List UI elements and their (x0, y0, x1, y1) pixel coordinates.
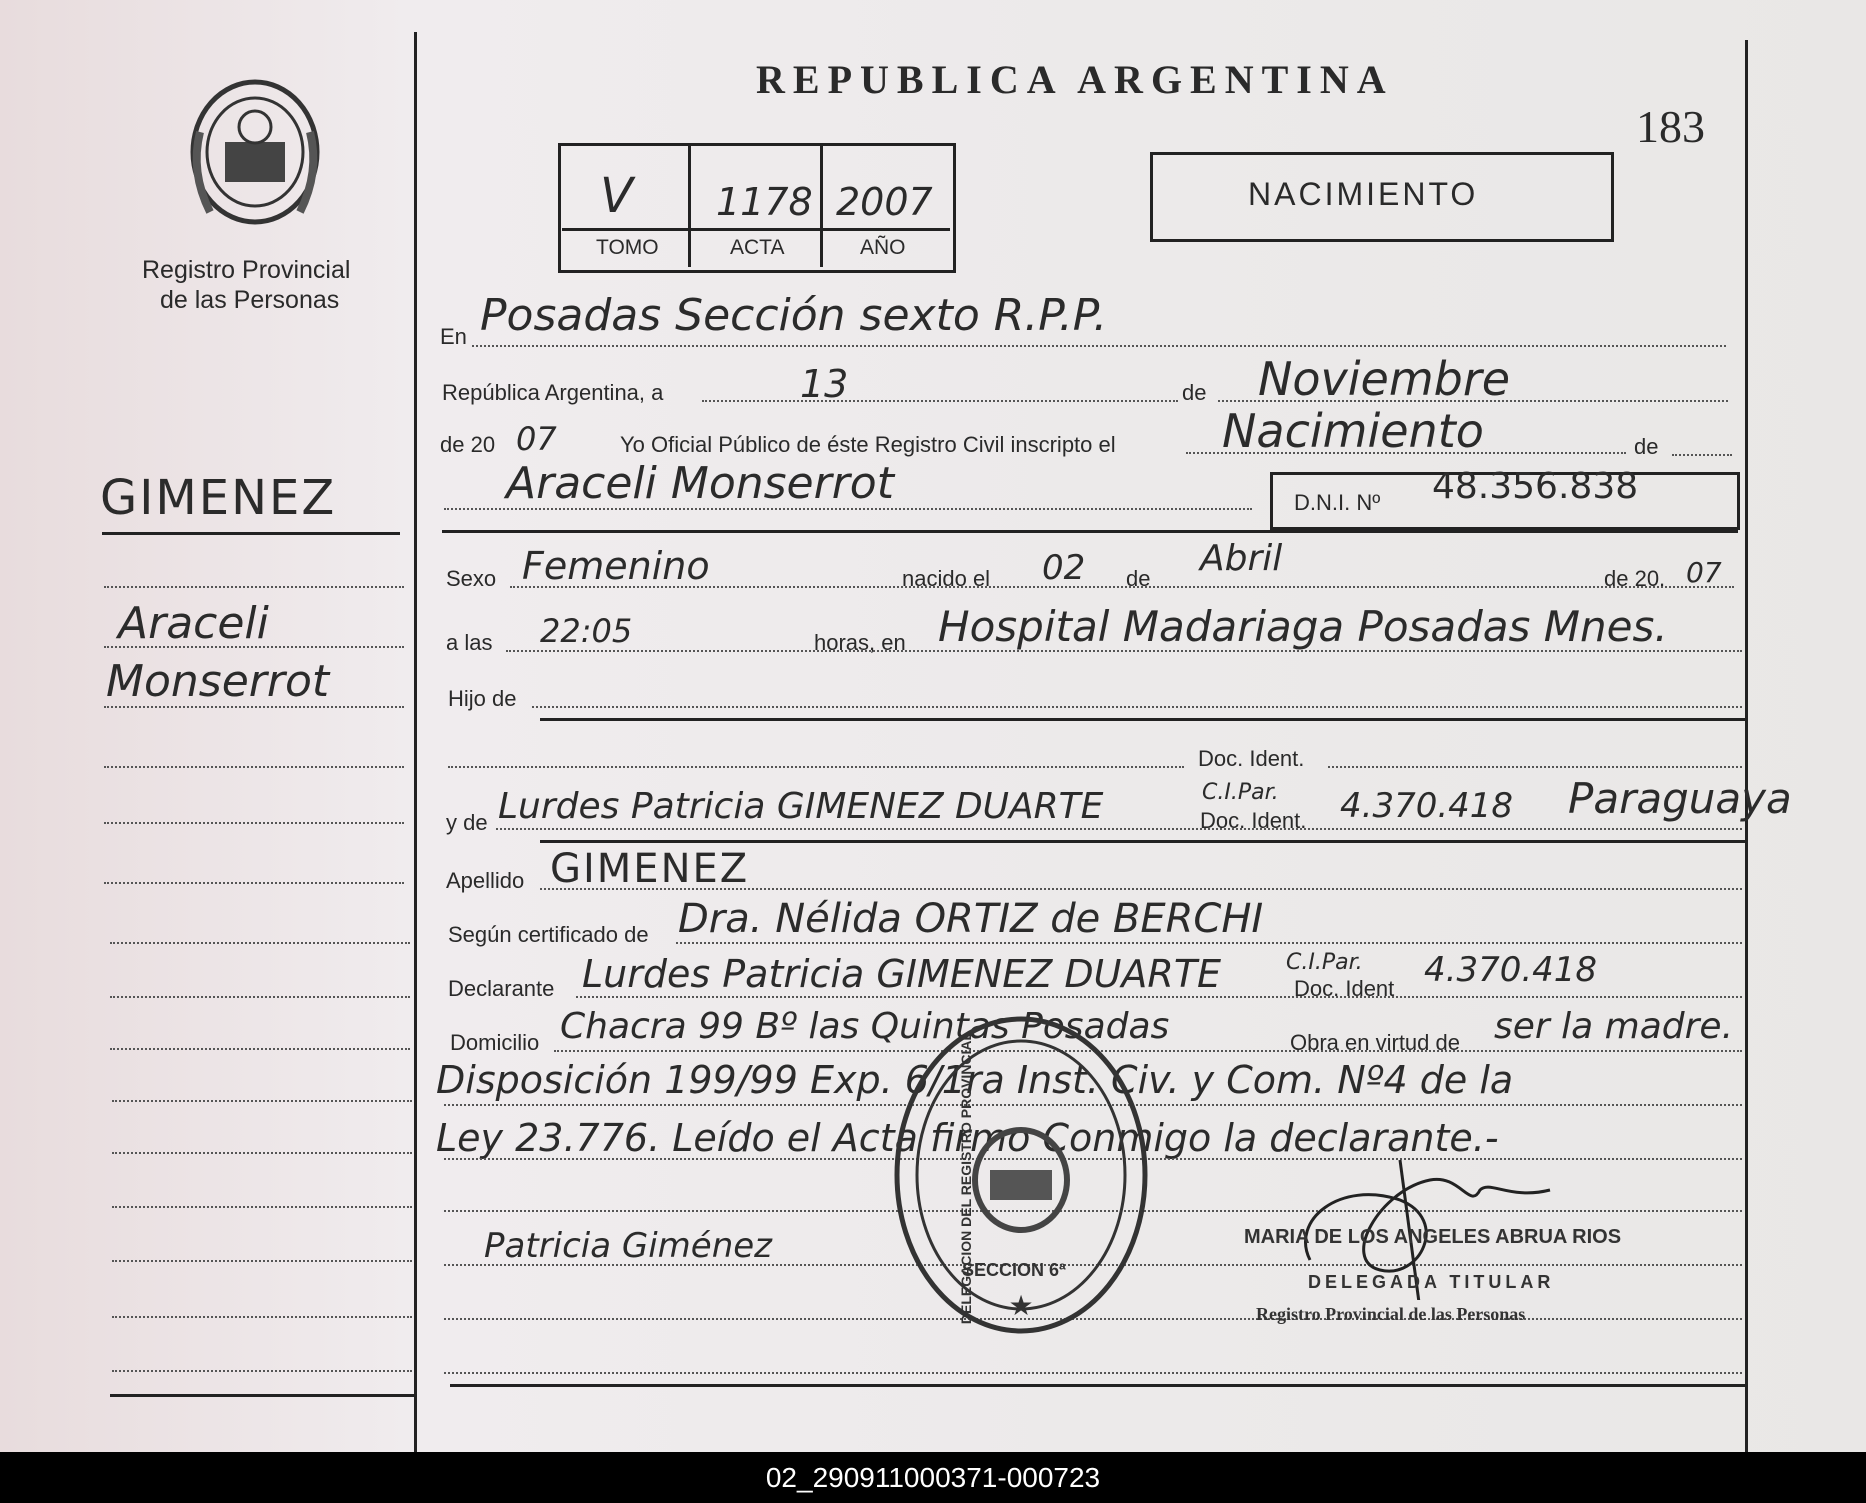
sexo-value: Femenino (522, 544, 710, 588)
registry-name-line1: Registro Provincial (142, 256, 351, 284)
acta-label: ACTA (730, 236, 785, 259)
declarante-signature: Patricia Giménez (484, 1226, 773, 1266)
official-org: Registro Provincial de las Personas (1256, 1304, 1526, 1324)
domicilio-label: Domicilio (450, 1030, 540, 1055)
svg-text:★: ★ (1008, 1289, 1034, 1322)
apellido-value: GIMENEZ (550, 846, 750, 892)
segun-value: Dra. Nélida ORTIZ de BERCHI (678, 896, 1264, 942)
stamp-round-text-2: SECCION 6ª (962, 1260, 1066, 1280)
column-separator (414, 32, 417, 1452)
alas-label: a las (446, 630, 493, 655)
en-label: En (440, 324, 467, 349)
de20-label: de 20 (440, 432, 496, 457)
dni-value: 48.356.838 (1432, 466, 1639, 507)
folio-number: 183 (1636, 101, 1705, 152)
birth-day: 02 (1042, 548, 1086, 588)
image-code-bar (0, 1452, 1866, 1503)
birth-year: 07 (1686, 556, 1722, 589)
segun-label: Según certificado de (448, 922, 649, 947)
year-value: 07 (516, 420, 557, 458)
declarante-doc-type: C.I.Par. (1286, 950, 1363, 975)
margin-surname: GIMENEZ (100, 470, 337, 526)
image-code: 02_290911000371-000723 (765, 1462, 1101, 1493)
place-of-registry: Posadas Sección sexto R.P.P. (480, 290, 1108, 341)
registered-name: Araceli Monserrot (506, 458, 894, 509)
declarante-label: Declarante (448, 976, 555, 1001)
mother-doc-type: C.I.Par. (1202, 780, 1279, 805)
de20-label-2: de 20. (1604, 566, 1666, 591)
mother-doc-value: 4.370.418 (1340, 786, 1514, 826)
mother-name: Lurdes Patricia GIMENEZ DUARTE (498, 786, 1104, 827)
country-title: REPUBLICA ARGENTINA (756, 57, 1394, 102)
margin-bottom-rule (110, 1394, 414, 1397)
oficial-label: Yo Oficial Público de éste Registro Civil inscripto el (620, 432, 1116, 457)
sexo-label: Sexo (446, 566, 497, 591)
birth-time: 22:05 (540, 612, 633, 650)
obra-value: ser la madre. (1494, 1006, 1734, 1047)
notes-line-1: Disposición 199/99 Exp. 6/1ra Inst. Civ. y Com. Nº4 de la (436, 1058, 1514, 1102)
acta-value: 1178 (716, 180, 813, 224)
registry-round-stamp (890, 1010, 1152, 1340)
dni-label: D.N.I. Nº (1294, 490, 1381, 515)
stamp-round-text: DELEGACION DEL REGISTRO PROVINCIAL (958, 1031, 975, 1325)
official-name: MARIA DE LOS ANGELES ABRUA RIOS (1244, 1226, 1622, 1248)
birth-month: Abril (1200, 538, 1283, 579)
act-type-label: NACIMIENTO (1248, 176, 1479, 212)
declarante-doc-value: 4.370.418 (1424, 950, 1598, 990)
birth-place: Hospital Madariaga Posadas Mnes. (938, 602, 1668, 651)
anio-value: 2007 (836, 180, 933, 224)
official-role: DELEGADA TITULAR (1308, 1272, 1555, 1292)
tomo-label: TOMO (596, 236, 659, 259)
declarante-value: Lurdes Patricia GIMENEZ DUARTE (582, 952, 1222, 996)
apellido-label: Apellido (446, 868, 525, 893)
de-label-3: de (1126, 566, 1151, 591)
registry-name-line2: de las Personas (160, 286, 340, 314)
hijo-label: Hijo de (448, 686, 517, 711)
yde-label: y de (446, 810, 488, 835)
tomo-value: V (600, 168, 633, 224)
domicilio-value: Chacra 99 Bº las Quintas Posadas (560, 1006, 1170, 1047)
month-value: Noviembre (1258, 352, 1511, 406)
mother-doc-label: Doc. Ident. (1200, 808, 1307, 833)
anio-label: AÑO (860, 236, 906, 259)
obra-label: Obra en virtud de (1290, 1030, 1460, 1055)
margin-given-line1: Araceli (118, 598, 269, 649)
day-value: 13 (800, 362, 849, 406)
provincial-seal-logo (180, 72, 330, 232)
republica-label: República Argentina, a (442, 380, 664, 405)
horas-label: horas, en (814, 630, 906, 655)
margin-rule (102, 532, 400, 535)
de-label-2: de (1634, 434, 1659, 459)
margin-given-line2: Monserrot (106, 656, 330, 707)
nacido-label: nacido el (902, 566, 991, 591)
father-doc-label: Doc. Ident. (1198, 746, 1305, 771)
notes-line-2: Ley 23.776. Leído el Acta firmo Conmigo la declarante.- (436, 1116, 1499, 1160)
de-label: de (1182, 380, 1207, 405)
declarante-doc-label: Doc. Ident (1294, 976, 1395, 1001)
mother-country: Paraguaya (1568, 774, 1792, 823)
right-border (1745, 40, 1748, 1452)
inscripto-value: Nacimiento (1222, 404, 1484, 458)
